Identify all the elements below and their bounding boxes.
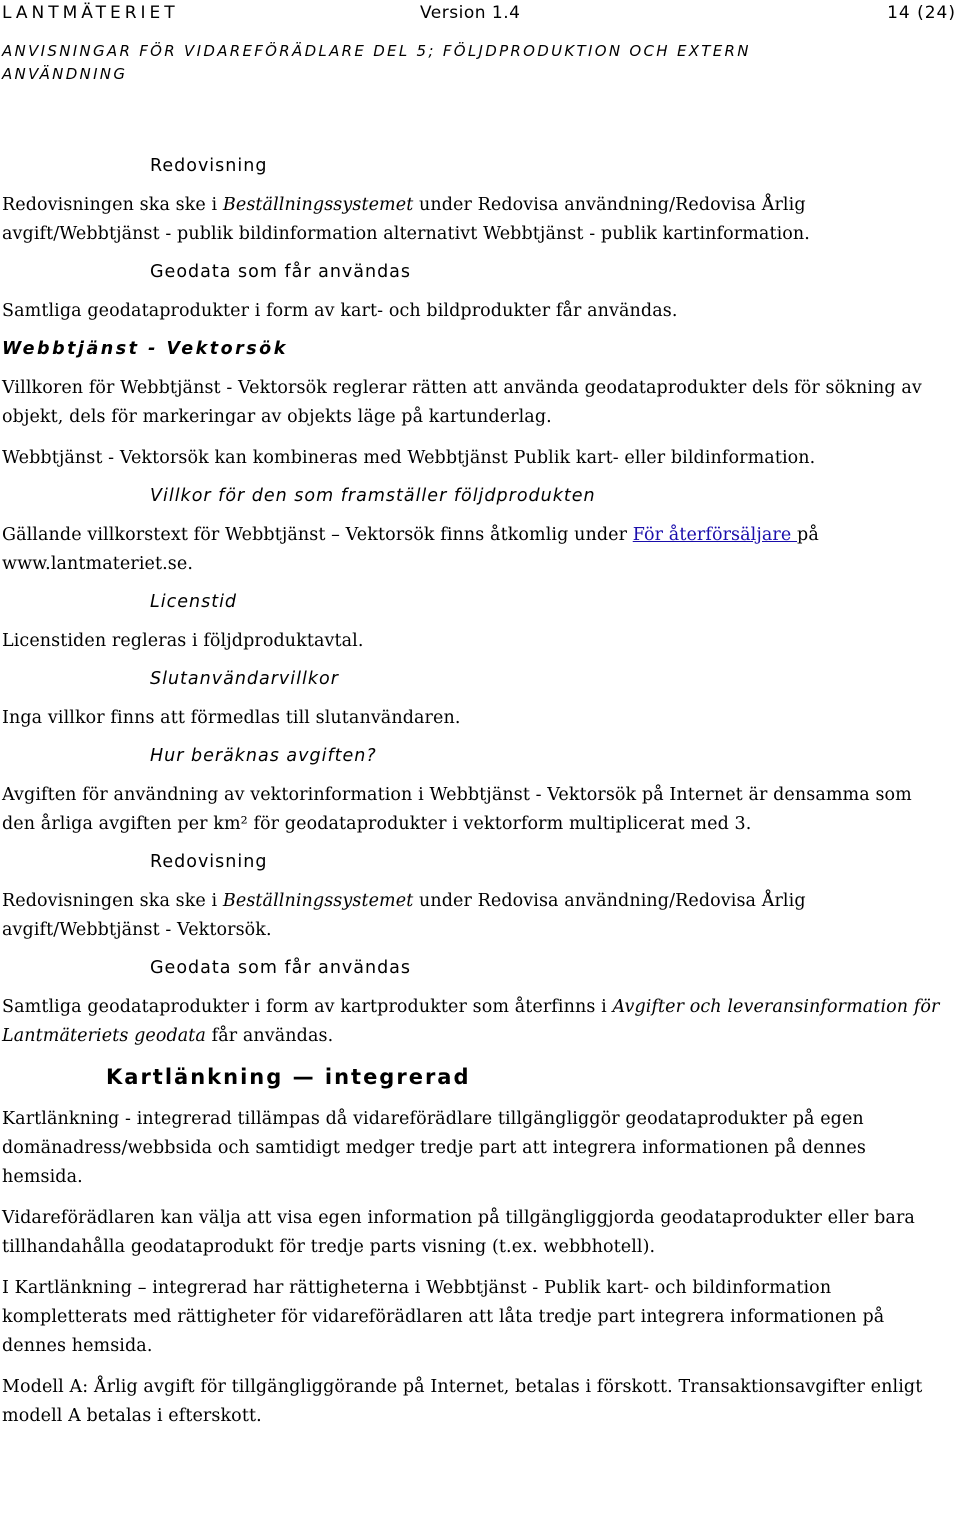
section-heading-vektorsok: Webbtjänst - Vektorsök [2,339,288,359]
text: Samtliga geodataprodukter i form av kartprodukter som återfinns i [2,997,613,1017]
subheading-geodata-2: Geodata som får användas [150,958,412,978]
paragraph-slutanvandarvillkor: Inga villkor finns att förmedlas till slutanvändaren. [2,708,461,728]
header-organization: LANTMÄTERIET [2,3,179,23]
text: på www.lantmateriet.se. [2,525,819,574]
subheading-villkor: Villkor för den som framställer följdprodukten [150,486,596,506]
paragraph-redovisning-1 [2,191,947,249]
paragraph-geodata-2 [2,993,947,1051]
subheading-licenstid: Licenstid [150,592,238,612]
emphasis-bestallningssystemet: Beställningssystemet [222,195,414,215]
paragraph-avgift: Avgiften för användning av vektorinformation i Webbtjänst - Vektorsök på Internet är densamma som den årliga avgiften per km² för geodataprodukter i vektorform multiplicerat med 3. [2,785,912,834]
text: under Redovisa användning/Redovisa Årlig avgift/Webbtjänst - publik bildinformation alternativt Webbtjänst - publik kartinformation. [2,195,810,244]
section-heading-kartlankning: Kartlänkning — integrerad [106,1065,471,1089]
text: under Redovisa användning/Redovisa Årlig avgift/Webbtjänst - Vektorsök. [2,891,806,940]
header-page-number: 14 (24) [887,3,956,23]
subheading-geodata: Geodata som får användas [150,262,412,282]
emphasis-avgifter: Avgifter och leveransinformation för Lantmäteriets geodata [2,997,940,1046]
paragraph-kartlankning-4: Modell A: Årlig avgift för tillgängliggörande på Internet, betalas i förskott. Transaktionsavgifter enligt modell A betalas i efterskott. [2,1377,923,1426]
paragraph-vektorsok-villkor: Villkoren för Webbtjänst - Vektorsök reglerar rätten att använda geodataprodukter dels för sökning av objekt, dels för markeringar av objekts läge på kartunderlag. [2,378,922,427]
text: Gällande villkorstext för Webbtjänst – Vektorsök finns åtkomlig under [2,525,633,545]
emphasis-bestallningssystemet: Beställningssystemet [222,891,414,911]
paragraph-kartlankning-2: Vidareförädlaren kan välja att visa egen information på tillgängliggjorda geodataprodukter eller bara tillhandahålla geodataprodukt för tredje parts visning (t.ex. webbhotell). [2,1208,915,1257]
paragraph-geodata-1: Samtliga geodataprodukter i form av kart- och bildprodukter får användas. [2,301,678,321]
text: Redovisningen ska ske i [2,891,223,911]
text: Redovisningen ska ske i [2,195,223,215]
subheading-avgift: Hur beräknas avgiften? [150,746,377,766]
header-document-title: ANVISNINGAR FÖR VIDAREFÖRÄDLARE DEL 5; FÖLJDPRODUKTION OCH EXTERN ANVÄNDNING [2,42,751,83]
paragraph-villkorstext [2,521,947,579]
header-version: Version 1.4 [420,3,521,23]
paragraph-licenstid: Licenstiden regleras i följdproduktavtal. [2,631,364,651]
paragraph-vektorsok-kombinera: Webbtjänst - Vektorsök kan kombineras med Webbtjänst Publik kart- eller bildinformation. [2,448,816,468]
subheading-slutanvandarvillkor: Slutanvändarvillkor [150,669,339,689]
link-for-aterforsaljare[interactable]: För återförsäljare [632,525,798,545]
paragraph-redovisning-2 [2,887,947,945]
subheading-redovisning: Redovisning [150,156,268,176]
paragraph-kartlankning-3: I Kartlänkning – integrerad har rättigheterna i Webbtjänst - Publik kart- och bildinformation kompletterats med rättigheter för vidareförädlaren att låta tredje part integrera informationen på dennes hemsida. [2,1278,885,1356]
subheading-redovisning-2: Redovisning [150,852,268,872]
paragraph-kartlankning-1: Kartlänkning - integrerad tillämpas då vidareförädlare tillgängliggör geodataprodukter på egen domänadress/webbsida och samtidigt medger tredje part att integrera informationen på dennes hemsida. [2,1109,866,1187]
document-body [2,155,947,1437]
text: får användas. [205,1026,334,1046]
